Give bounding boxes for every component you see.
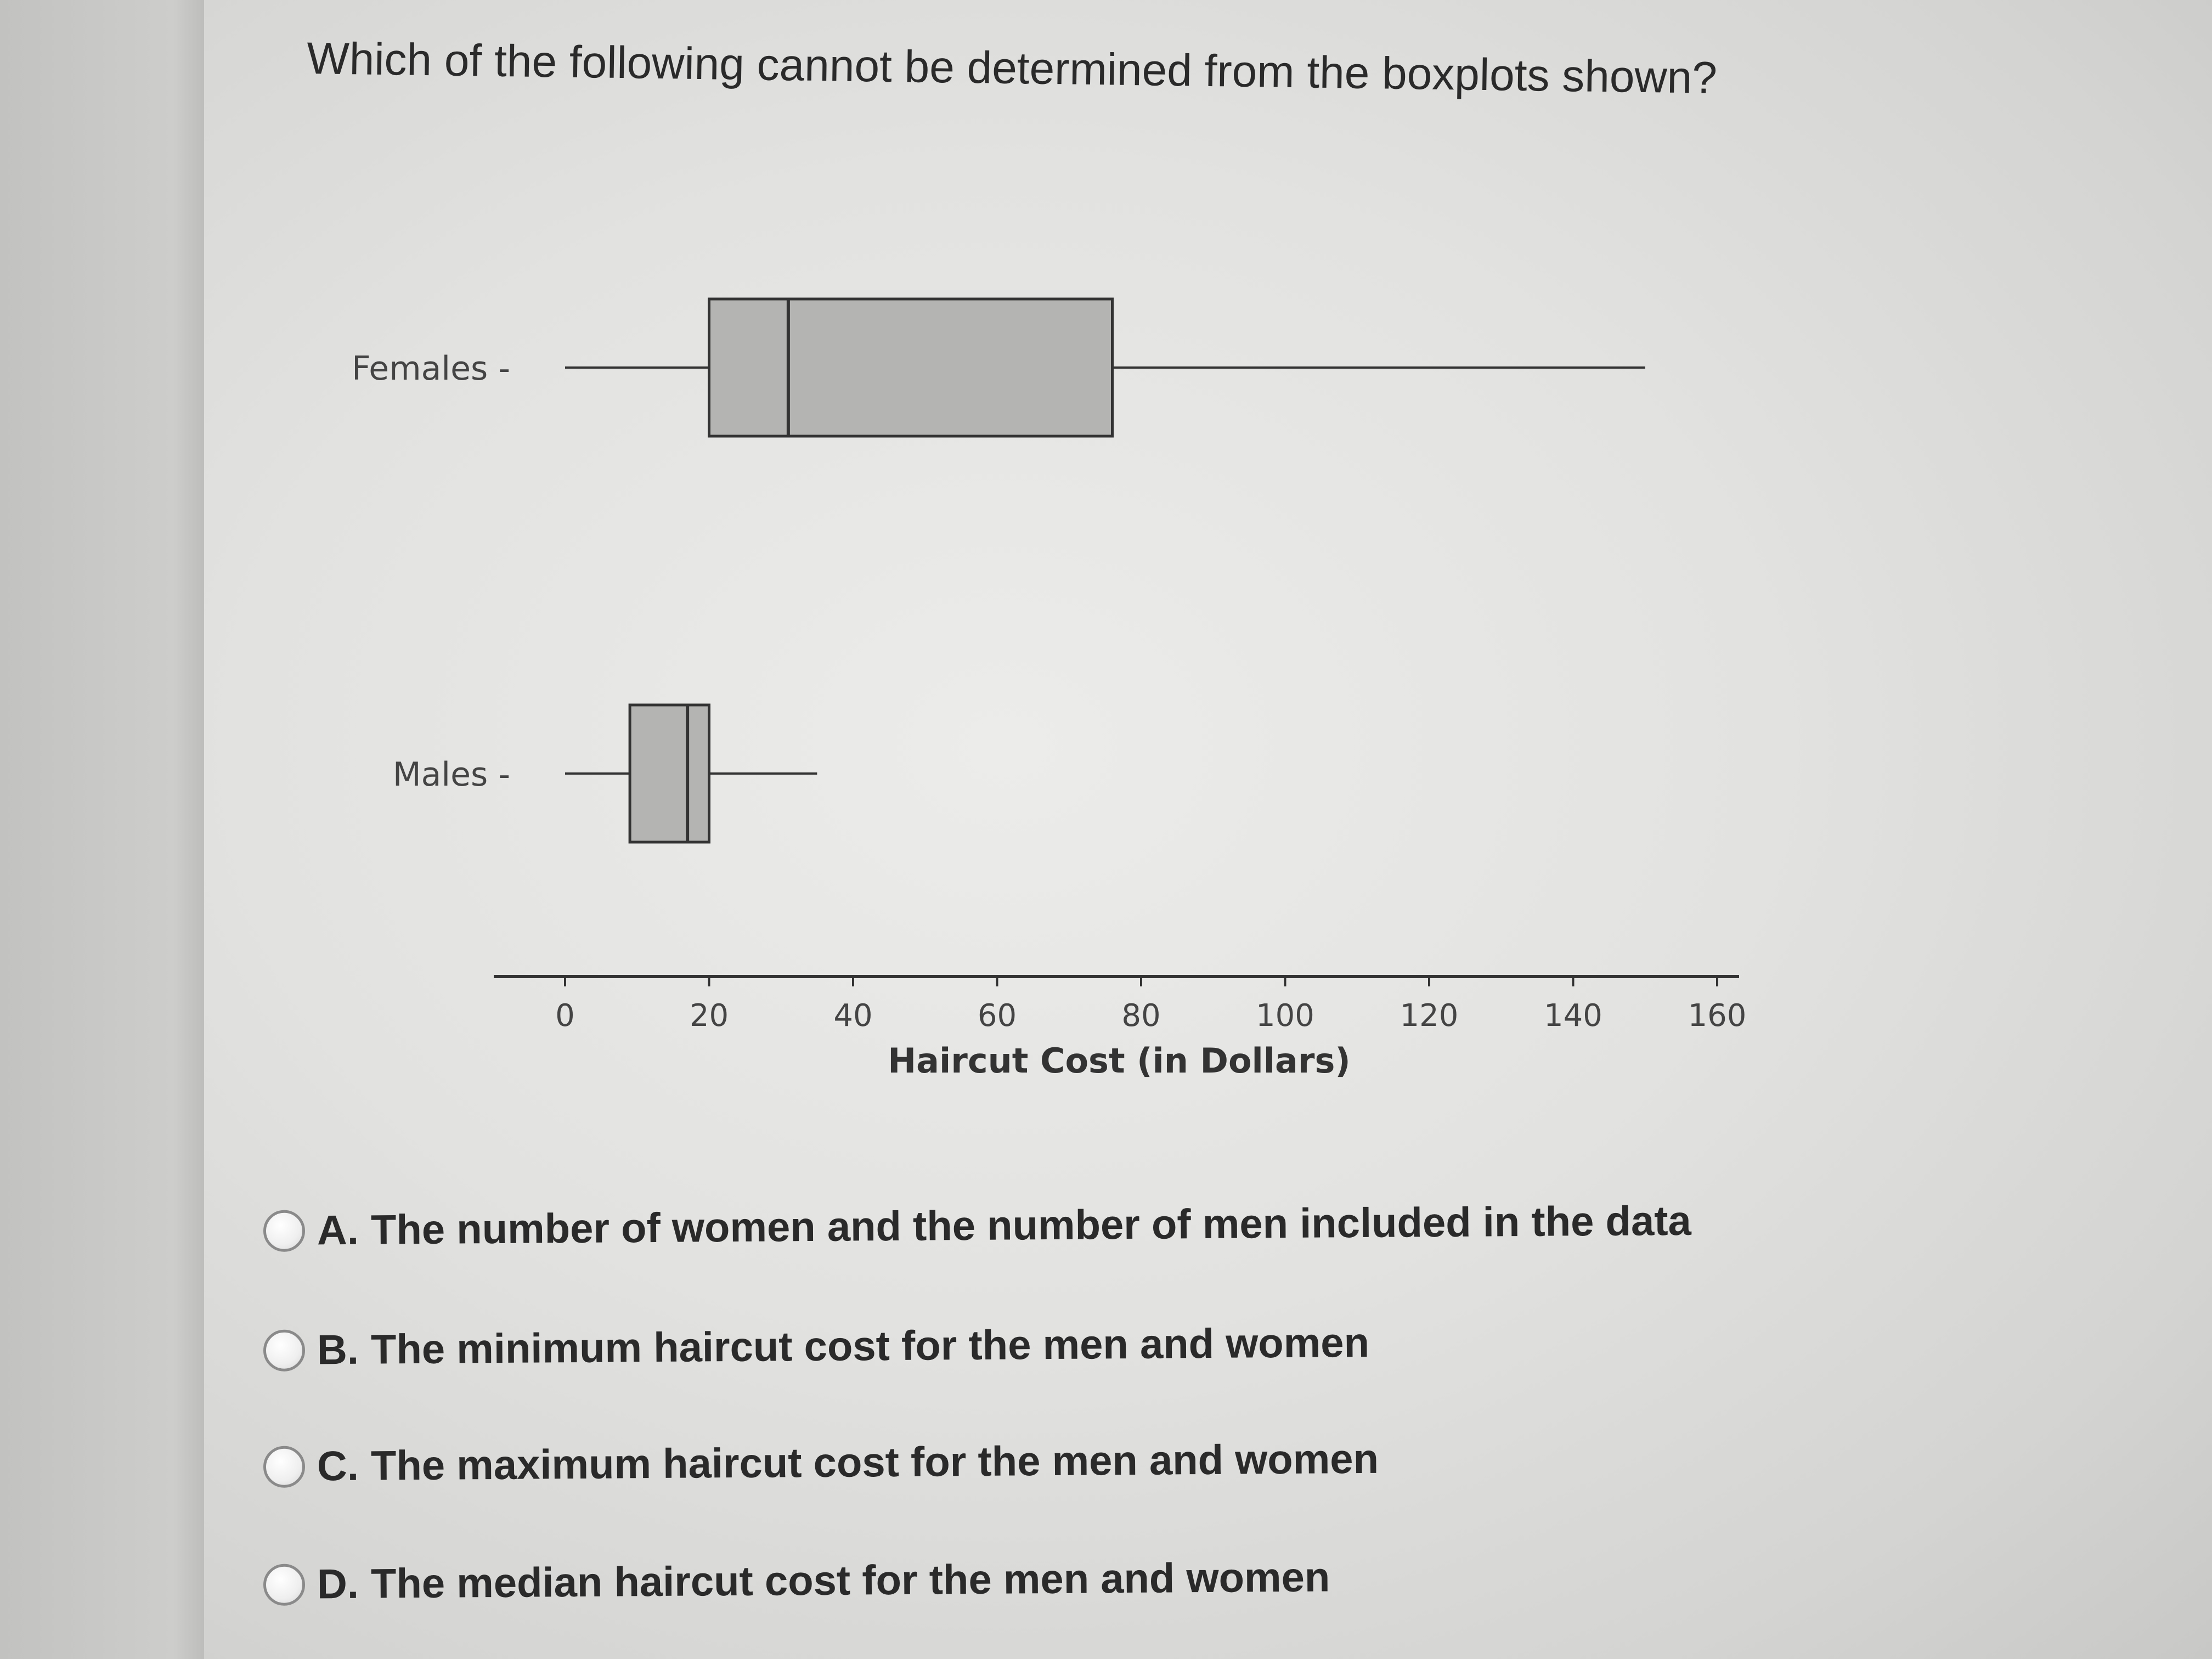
option-letter: D. xyxy=(317,1560,359,1608)
option-c[interactable] xyxy=(263,1435,1379,1491)
males-label: Males - xyxy=(392,755,510,794)
radio-button[interactable] xyxy=(263,1564,306,1606)
x-tick-label: 40 xyxy=(833,998,873,1034)
left-margin xyxy=(0,0,204,1659)
females-box xyxy=(709,299,1113,436)
option-a[interactable] xyxy=(263,1197,1691,1255)
males-box xyxy=(630,705,709,842)
x-tick-label: 140 xyxy=(1544,998,1602,1034)
x-tick-label: 60 xyxy=(977,998,1017,1034)
option-letter: A. xyxy=(317,1206,359,1254)
option-text: The number of women and the number of men included in the data xyxy=(370,1197,1692,1254)
x-tick-label: 0 xyxy=(555,998,575,1034)
x-tick-label: 80 xyxy=(1121,998,1161,1034)
x-tick-label: 20 xyxy=(689,998,729,1034)
option-letter: C. xyxy=(317,1442,359,1490)
x-tick-label: 120 xyxy=(1400,998,1459,1034)
option-text: The minimum haircut cost for the men and women xyxy=(370,1319,1370,1373)
option-d[interactable] xyxy=(263,1553,1330,1609)
radio-button[interactable] xyxy=(263,1446,306,1488)
x-tick-label: 160 xyxy=(1688,998,1747,1034)
x-axis-label: Haircut Cost (in Dollars) xyxy=(888,1041,1351,1081)
radio-button[interactable] xyxy=(263,1329,306,1372)
boxplot-chart xyxy=(307,263,1843,1097)
option-text: The median haircut cost for the men and women xyxy=(370,1554,1330,1607)
option-letter: B. xyxy=(317,1326,359,1374)
radio-button[interactable] xyxy=(263,1210,306,1252)
option-text: The maximum haircut cost for the men and women xyxy=(370,1435,1379,1489)
option-b[interactable] xyxy=(263,1319,1370,1374)
question-text: Which of the following cannot be determined from the boxplots shown? xyxy=(306,33,1718,103)
females-label: Females - xyxy=(352,349,510,388)
x-tick-label: 100 xyxy=(1256,998,1314,1034)
